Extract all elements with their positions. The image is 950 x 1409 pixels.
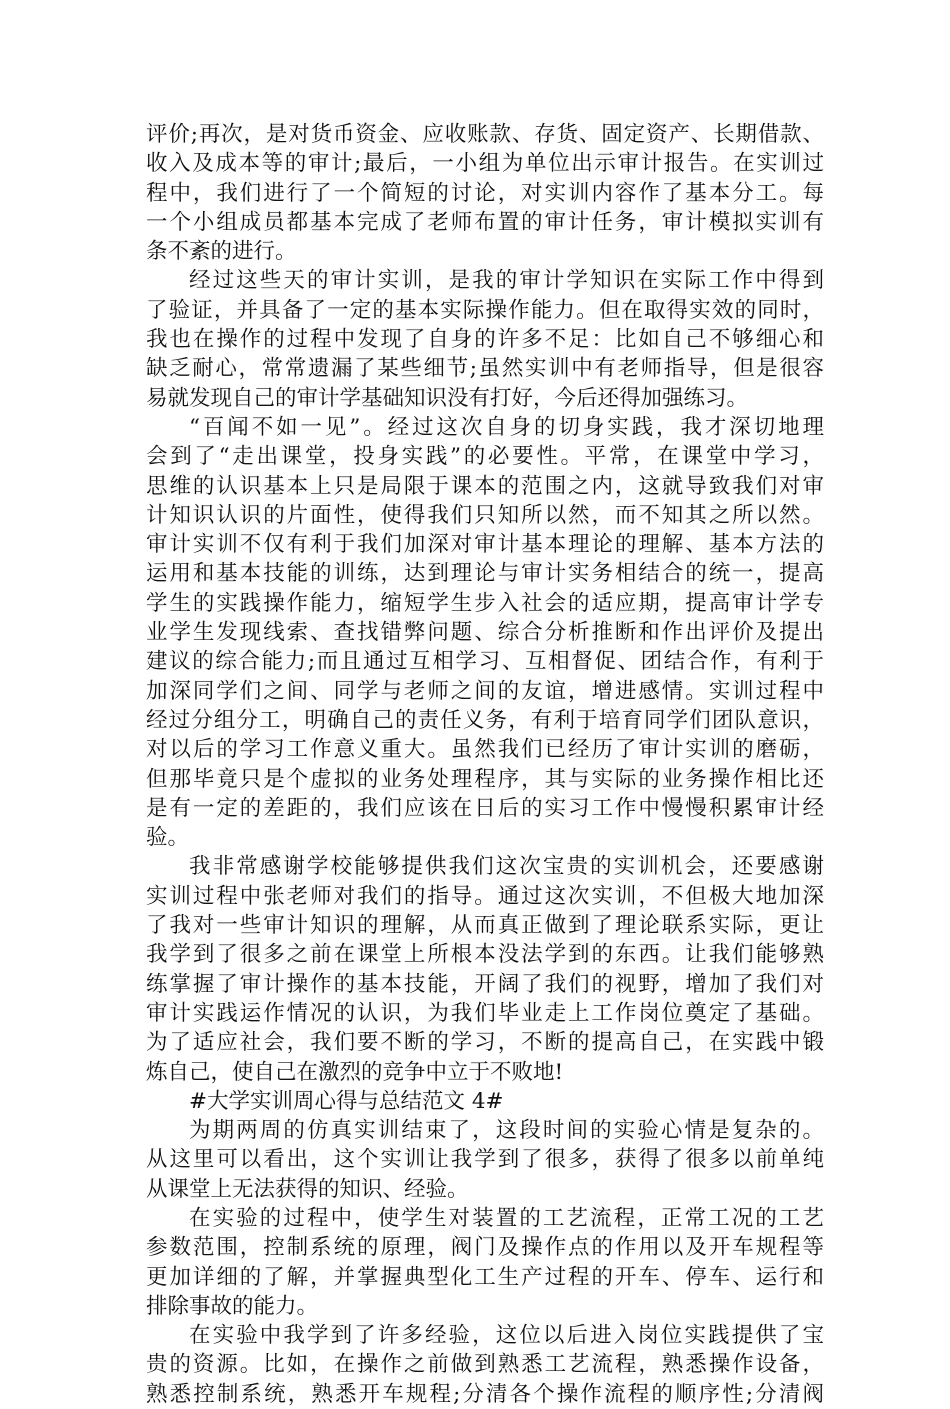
text-line: 业学生发现线索、查找错弊问题、综合分析推断和作出评价及提出 (146, 620, 824, 646)
text-line: 了验证，并具备了一定的基本实际操作能力。但在取得实效的同时， (146, 297, 824, 323)
text-line: 建议的综合能力;而且通过互相学习、互相督促、团结合作，有利于 (146, 649, 824, 675)
text-line: #大学实训周心得与总结范文 4# (189, 1088, 504, 1114)
text-line: 评价;再次，是对货币资金、应收账款、存货、固定资产、长期借款、 (146, 122, 824, 147)
text-line: 收入及成本等的审计;最后，一小组为单位出示审计报告。在实训过 (146, 151, 824, 177)
text-line: 缺乏耐心，常常遗漏了某些细节;虽然实训中有老师指导，但是很容 (146, 356, 824, 382)
text-line: 易就发现自己的审计学基础知识没有打好，今后还得加强练习。 (146, 385, 749, 411)
text-line: 经过这些天的审计实训，是我的审计学知识在实际工作中得到 (189, 268, 824, 294)
text-line: 计知识认识的片面性，使得我们只知所以然，而不知其之所以然。 (146, 502, 824, 528)
text-line: 排除事故的能力。 (146, 1293, 319, 1319)
text-line: 一个小组成员都基本完成了老师布置的审计任务，审计模拟实训有 (146, 209, 824, 235)
text-line: 为了适应社会，我们要不断的学习，不断的提高自己，在实践中锻 (146, 1030, 824, 1056)
text-line: 了我对一些审计知识的理解，从而真正做到了理论联系实际，更让 (146, 913, 824, 939)
text-line: 从课堂上无法获得的知识、经验。 (146, 1176, 469, 1202)
text-line: 经过分组分工，明确自己的责任义务，有利于培育同学们团队意识， (146, 707, 824, 733)
text-line: 实训过程中张老师对我们的指导。通过这次实训，不但极大地加深 (146, 883, 824, 909)
text-line: 是有一定的差距的，我们应该在日后的实习工作中慢慢积累审计经 (146, 795, 824, 821)
text-line: 参数范围，控制系统的原理，阀门及操作点的作用以及开车规程等 (146, 1235, 824, 1261)
text-line: 在实验的过程中，使学生对装置的工艺流程，正常工况的工艺 (189, 1205, 824, 1231)
text-line: 但那毕竟只是个虚拟的业务处理程序，其与实际的业务操作相比还 (146, 766, 824, 792)
text-line: 为期两周的仿真实训结束了，这段时间的实验心情是复杂的。 (189, 1118, 824, 1144)
text-line: 运用和基本技能的训练，达到理论与审计实务相结合的统一，提高 (146, 561, 824, 587)
text-line: 从这里可以看出，这个实训让我学到了很多，获得了很多以前单纯 (146, 1147, 824, 1173)
text-line: 学生的实践操作能力，缩短学生步入社会的适应期，提高审计学专 (146, 590, 824, 616)
text-line: 审计实践运作情况的认识，为我们毕业走上工作岗位奠定了基础。 (146, 1000, 824, 1026)
text-line: 对以后的学习工作意义重大。虽然我们已经历了审计实训的磨砺， (146, 737, 824, 763)
text-line: 贵的资源。比如，在操作之前做到熟悉工艺流程，熟悉操作设备， (146, 1352, 824, 1378)
text-line: 审计实训不仅有利于我们加深对审计基本理论的理解、基本方法的 (146, 532, 824, 558)
text-line: 在实验中我学到了许多经验，这位以后进入岗位实践提供了宝 (189, 1323, 824, 1349)
text-line: 我也在操作的过程中发现了自身的许多不足：比如自己不够细心和 (146, 327, 824, 353)
text-line: 我学到了很多之前在课堂上所根本没法学到的东西。让我们能够熟 (146, 942, 824, 968)
text-line: 加深同学们之间、同学与老师之间的友谊，增进感情。实训过程中 (146, 678, 824, 704)
text-line: 程中，我们进行了一个简短的讨论，对实训内容作了基本分工。每 (146, 180, 824, 206)
text-line: 会到了“走出课堂，投身实践”的必要性。平常，在课堂中学习， (146, 444, 824, 470)
text-line: 炼自己，使自己在激烈的竞争中立于不败地! (146, 1059, 564, 1085)
document-body (146, 120, 824, 1409)
text-line: 练掌握了审计操作的基本技能，开阔了我们的视野，增加了我们对 (146, 971, 824, 997)
text-line: “百闻不如一见”。经过这次自身的切身实践，我才深切地理 (189, 414, 824, 440)
text-line: 条不紊的进行。 (146, 239, 297, 265)
text-line: 更加详细的了解，并掌握典型化工生产过程的开车、停车、运行和 (146, 1264, 824, 1290)
text-line: 我非常感谢学校能够提供我们这次宝贵的实训机会，还要感谢 (189, 854, 824, 880)
text-line: 熟悉控制系统，熟悉开车规程;分清各个操作流程的顺序性;分清阀 (146, 1381, 824, 1407)
text-line: 验。 (146, 825, 190, 851)
text-line: 思维的认识基本上只是局限于课本的范围之内，这就导致我们对审 (146, 473, 824, 499)
